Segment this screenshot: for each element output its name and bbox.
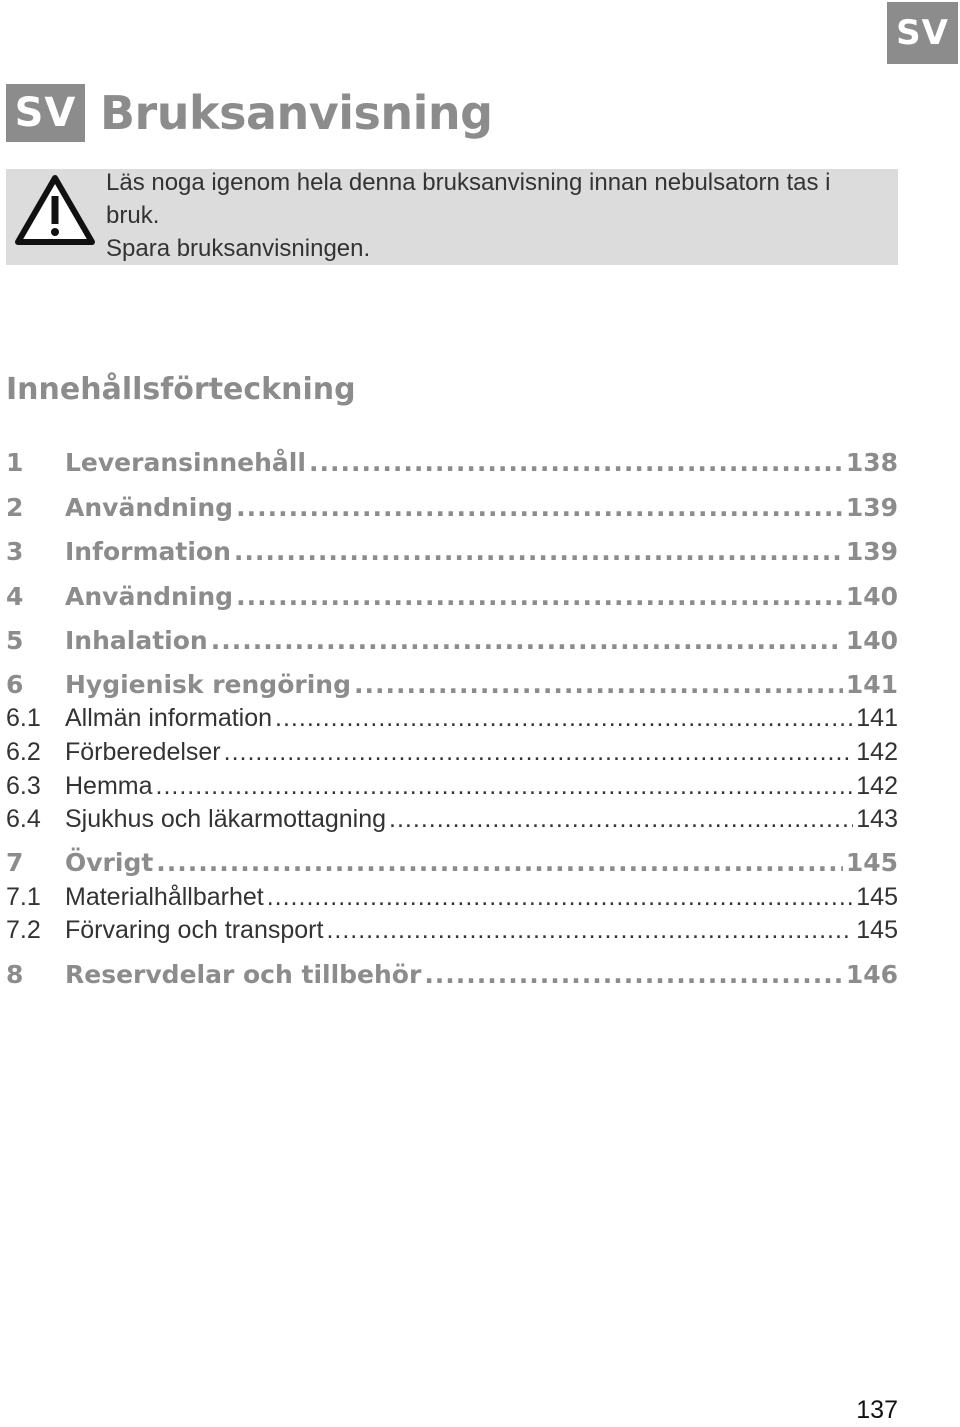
toc-leader-dots xyxy=(424,960,843,989)
toc-entry-label: Hygienisk rengöring xyxy=(65,670,351,699)
toc-entry-label: Materialhållbarhet xyxy=(65,883,264,911)
toc-entry[interactable] xyxy=(6,960,898,989)
toc-entry-page: 139 xyxy=(845,493,898,522)
toc-entry-page: 146 xyxy=(845,960,898,989)
warning-text xyxy=(106,166,886,265)
toc-entry-label: Inhalation xyxy=(65,626,208,655)
toc-entry-number: 6.1 xyxy=(6,704,41,732)
toc-entry-number: 7.1 xyxy=(6,883,41,911)
toc-entry-number: 2 xyxy=(6,493,24,522)
toc-leader-dots xyxy=(326,916,853,945)
toc-entry-number: 6 xyxy=(6,670,24,699)
language-badge: SV xyxy=(887,2,958,64)
toc-entry-number: 7 xyxy=(6,848,24,877)
toc-subentry[interactable] xyxy=(6,805,898,834)
toc-entry[interactable] xyxy=(6,582,898,611)
toc-subentry[interactable] xyxy=(6,738,898,767)
toc-entry-page: 142 xyxy=(856,772,898,800)
toc-entry-label: Användning xyxy=(65,582,234,611)
toc-entry-label: Förvaring och transport xyxy=(65,916,324,944)
toc-entry[interactable] xyxy=(6,537,898,566)
toc-entry[interactable] xyxy=(6,448,898,477)
toc-leader-dots xyxy=(156,772,854,801)
toc-entry[interactable] xyxy=(6,848,898,877)
toc-leader-dots xyxy=(236,493,843,522)
toc-entry-number: 8 xyxy=(6,960,24,989)
toc-subentry[interactable] xyxy=(6,916,898,945)
toc-entry-label: Förberedelser xyxy=(65,738,221,766)
toc-entry-number: 6.4 xyxy=(6,805,41,833)
toc-entry[interactable] xyxy=(6,670,898,699)
toc-leader-dots xyxy=(156,848,843,877)
toc-leader-dots xyxy=(354,670,843,699)
toc-leader-dots xyxy=(224,738,854,767)
toc-entry-number: 3 xyxy=(6,537,24,566)
toc-entry-label: Användning xyxy=(65,493,234,522)
toc-entry-label: Övrigt xyxy=(65,848,154,877)
toc-subentry[interactable] xyxy=(6,883,898,912)
page-number: 137 xyxy=(856,1396,898,1424)
toc-leader-dots xyxy=(309,448,843,477)
toc-entry-label: Leveransinnehåll xyxy=(65,448,306,477)
toc-leader-dots xyxy=(389,805,853,834)
toc-subentry[interactable] xyxy=(6,704,898,733)
toc-heading: Innehållsförteckning xyxy=(6,372,356,407)
toc-entry-number: 1 xyxy=(6,448,24,477)
toc-entry-label: Sjukhus och läkarmottagning xyxy=(65,805,387,833)
toc-entry-page: 143 xyxy=(856,805,898,833)
toc-entry-number: 4 xyxy=(6,582,24,611)
toc-entry-label: Allmän information xyxy=(65,704,273,732)
toc-entry-page: 139 xyxy=(845,537,898,566)
toc-entry[interactable] xyxy=(6,626,898,655)
toc-leader-dots xyxy=(234,537,843,566)
warning-triangle-icon xyxy=(12,172,98,248)
toc-entry-number: 6.3 xyxy=(6,772,41,800)
toc-subentry[interactable] xyxy=(6,772,898,801)
warning-line-1: Läs noga igenom hela denna bruksanvisning innan nebulsatorn tas i xyxy=(106,169,831,196)
toc-entry-page: 145 xyxy=(856,883,898,911)
toc-entry-label: Information xyxy=(65,537,231,566)
toc-leader-dots xyxy=(211,626,843,655)
toc-entry-page: 142 xyxy=(856,738,898,766)
toc-entry-label: Reservdelar och tillbehör xyxy=(65,960,422,989)
page-title: Bruksanvisning xyxy=(100,86,493,140)
toc-entry-page: 140 xyxy=(845,582,898,611)
toc-entry-number: 6.2 xyxy=(6,738,41,766)
toc-entry-page: 138 xyxy=(845,448,898,477)
toc-entry-page: 140 xyxy=(845,626,898,655)
toc-entry-page: 141 xyxy=(845,670,898,699)
toc-entry-page: 145 xyxy=(856,916,898,944)
toc-leader-dots xyxy=(267,883,854,912)
toc-leader-dots xyxy=(275,704,853,733)
warning-line-2: bruk. xyxy=(106,202,160,229)
toc-entry[interactable] xyxy=(6,493,898,522)
toc-entry-page: 141 xyxy=(856,704,898,732)
toc-entry-number: 7.2 xyxy=(6,916,41,944)
warning-line-3: Spara bruksanvisningen. xyxy=(106,235,371,262)
toc-leader-dots xyxy=(236,582,843,611)
toc-entry-page: 145 xyxy=(845,848,898,877)
toc-entry-number: 5 xyxy=(6,626,24,655)
toc-entry-label: Hemma xyxy=(65,772,153,800)
title-language-badge: SV xyxy=(6,84,85,142)
